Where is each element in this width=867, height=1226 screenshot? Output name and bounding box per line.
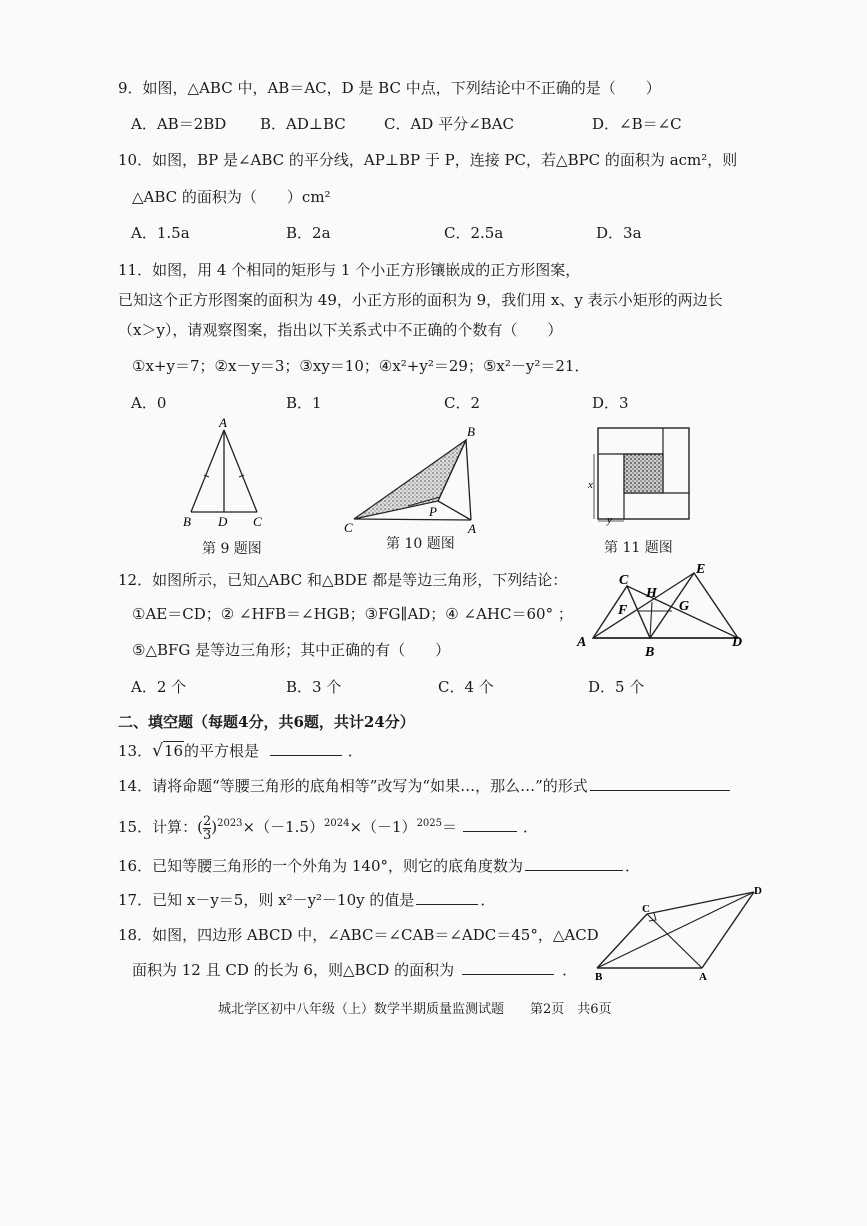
q15-rest4: ＝: [442, 818, 458, 836]
q12-conclusions-2: ⑤△BFG 是等边三角形；其中正确的有（ ）: [132, 641, 451, 659]
q17-answer-blank[interactable]: [416, 890, 478, 905]
q11-stem-2: 已知这个正方形图案的面积为 49，小正方形的面积为 9，我们用 x、y 表示小矩形的两边长: [118, 291, 723, 309]
q13-text: 的平方根是: [184, 742, 260, 760]
q11-option-d: D．3: [592, 394, 629, 412]
q12-option-b: B．3 个: [286, 678, 342, 696]
q11-option-a: A．0: [131, 394, 167, 412]
q15-fraction: [203, 815, 211, 842]
q9-option-b: B．AD⊥BC: [260, 115, 346, 133]
q15: [118, 812, 538, 842]
q14-answer-blank[interactable]: [590, 776, 730, 791]
q16-answer-blank[interactable]: [525, 856, 623, 871]
q18-stem-2-text: 面积为 12 且 CD 的长为 6，则△BCD 的面积为: [132, 961, 455, 979]
q10-option-c: C．2.5a: [444, 224, 504, 242]
q12-stem: 12．如图所示，已知△ABC 和△BDE 都是等边三角形，下列结论：: [118, 571, 568, 589]
q15-denominator: 3: [202, 827, 212, 843]
figure-12: [572, 560, 752, 660]
figure-18: [592, 884, 772, 984]
q11-option-c: C．2: [444, 394, 481, 412]
figure-11: [586, 422, 696, 530]
fig12-label-h: H: [646, 586, 657, 601]
q15-exp1: 2023: [217, 818, 243, 829]
fig10-label-a: A: [468, 521, 476, 536]
fig11-label-y: y: [607, 514, 612, 526]
q15-end: ．: [523, 818, 539, 836]
q9-option-d: D．∠B＝∠C: [592, 115, 682, 133]
q14-text: 14．请将命题“等腰三角形的底角相等”改写为“如果…，那么…”的形式: [118, 777, 588, 795]
q16: [118, 856, 640, 876]
q9-option-c: C．AD 平分∠BAC: [384, 115, 515, 133]
fig18-label-c: C: [642, 903, 650, 915]
sqrt-symbol: √: [152, 741, 163, 761]
q15-rest3: ×（－1）: [349, 818, 417, 836]
fig18-label-b: B: [595, 971, 603, 983]
q12-conclusions: ①AE＝CD；② ∠HFB＝∠HGB；③FG∥AD；④ ∠AHC＝60° ；: [132, 605, 573, 623]
q10-option-a: A．1.5a: [131, 224, 190, 242]
fig18-label-a: A: [699, 971, 707, 983]
q12-option-c: C．4 个: [438, 678, 494, 696]
q15-rest1: ): [211, 818, 218, 836]
q18-stem-2: [132, 960, 577, 980]
fig9-caption: 第 9 题图: [202, 541, 262, 557]
fig12-label-b: B: [645, 645, 655, 660]
q10-stem-2: △ABC 的面积为（ ）cm²: [132, 188, 331, 206]
fig12-label-c: C: [619, 573, 629, 588]
q15-rest2: ×（－1.5）: [242, 818, 324, 836]
fig12-label-a: A: [577, 635, 587, 650]
q10-option-d: D．3a: [596, 224, 642, 242]
fig9-label-a: A: [219, 415, 227, 430]
q13: [118, 741, 363, 761]
fig10-caption: 第 10 题图: [386, 536, 455, 552]
fig9-label-b: B: [183, 514, 191, 529]
q13-answer-blank[interactable]: [270, 741, 342, 756]
q18-stem: 18．如图，四边形 ABCD 中，∠ABC＝∠CAB＝∠ADC＝45°，△ACD: [118, 926, 599, 944]
fig10-label-c: C: [344, 520, 353, 535]
q17-text: 17．已知 x－y＝5，则 x²－y²－10y 的值是: [118, 891, 415, 909]
q18-answer-blank[interactable]: [462, 960, 554, 975]
fig18-label-d: D: [754, 885, 762, 897]
q10-option-b: B．2a: [286, 224, 331, 242]
fig12-label-f: F: [618, 603, 628, 618]
q15-exp2: 2024: [323, 818, 350, 829]
q17: [118, 890, 495, 910]
q9-stem: 9．如图，△ABC 中，AB＝AC，D 是 BC 中点，下列结论中不正确的是（ ）: [118, 79, 661, 97]
figure-10: [340, 420, 485, 538]
fig12-label-d: D: [732, 635, 743, 650]
q16-end: ．: [625, 857, 641, 875]
q16-text: 16．已知等腰三角形的一个外角为 140°，则它的底角度数为: [118, 857, 523, 875]
figure-9: [175, 415, 285, 530]
fig11-caption: 第 11 题图: [604, 540, 673, 556]
fig9-label-c: C: [253, 514, 262, 529]
fig12-label-g: G: [679, 599, 690, 614]
q13-prefix: 13．: [118, 742, 153, 760]
fig10-label-p: P: [429, 504, 437, 519]
q18-end: ．: [562, 961, 578, 979]
q13-radicand: 16: [163, 742, 184, 760]
q10-stem: 10．如图，BP 是∠ABC 的平分线，AP⊥BP 于 P，连接 PC，若△BPC 的面积为 acm²，则: [118, 151, 738, 169]
q11-option-b: B．1: [286, 394, 322, 412]
fig10-label-b: B: [467, 424, 475, 439]
q9-option-a: A．AB＝2BD: [131, 115, 227, 133]
q15-answer-blank[interactable]: [463, 817, 517, 832]
section-2-title: 二、填空题（每题4分，共6题，共计24分）: [118, 713, 415, 731]
q11-relations: ①x+y＝7；②x－y＝3；③xy＝10；④x²+y²＝29；⑤x²－y²＝21．: [132, 357, 590, 375]
q11-stem-3: （x＞y），请观察图案，指出以下关系式中不正确的个数有（ ）: [118, 321, 563, 339]
page-footer: 城北学区初中八年级（上）数学半期质量监测试题 第2页 共6页: [218, 1002, 612, 1017]
q11-stem: 11．如图，用 4 个相同的矩形与 1 个小正方形镶嵌成的正方形图案，: [118, 261, 581, 279]
q12-option-d: D．5 个: [588, 678, 645, 696]
q13-end: ．: [347, 742, 363, 760]
q17-end: ．: [480, 891, 496, 909]
q12-option-a: A．2 个: [131, 678, 187, 696]
fig12-label-e: E: [696, 562, 706, 577]
q14: [118, 776, 730, 796]
q15-exp3: 2025: [416, 818, 443, 829]
q15-prefix: 15．计算：(: [118, 818, 203, 836]
fig9-label-d: D: [218, 514, 228, 529]
q15-numerator: 2: [202, 813, 212, 829]
fig11-label-x: x: [588, 479, 593, 491]
